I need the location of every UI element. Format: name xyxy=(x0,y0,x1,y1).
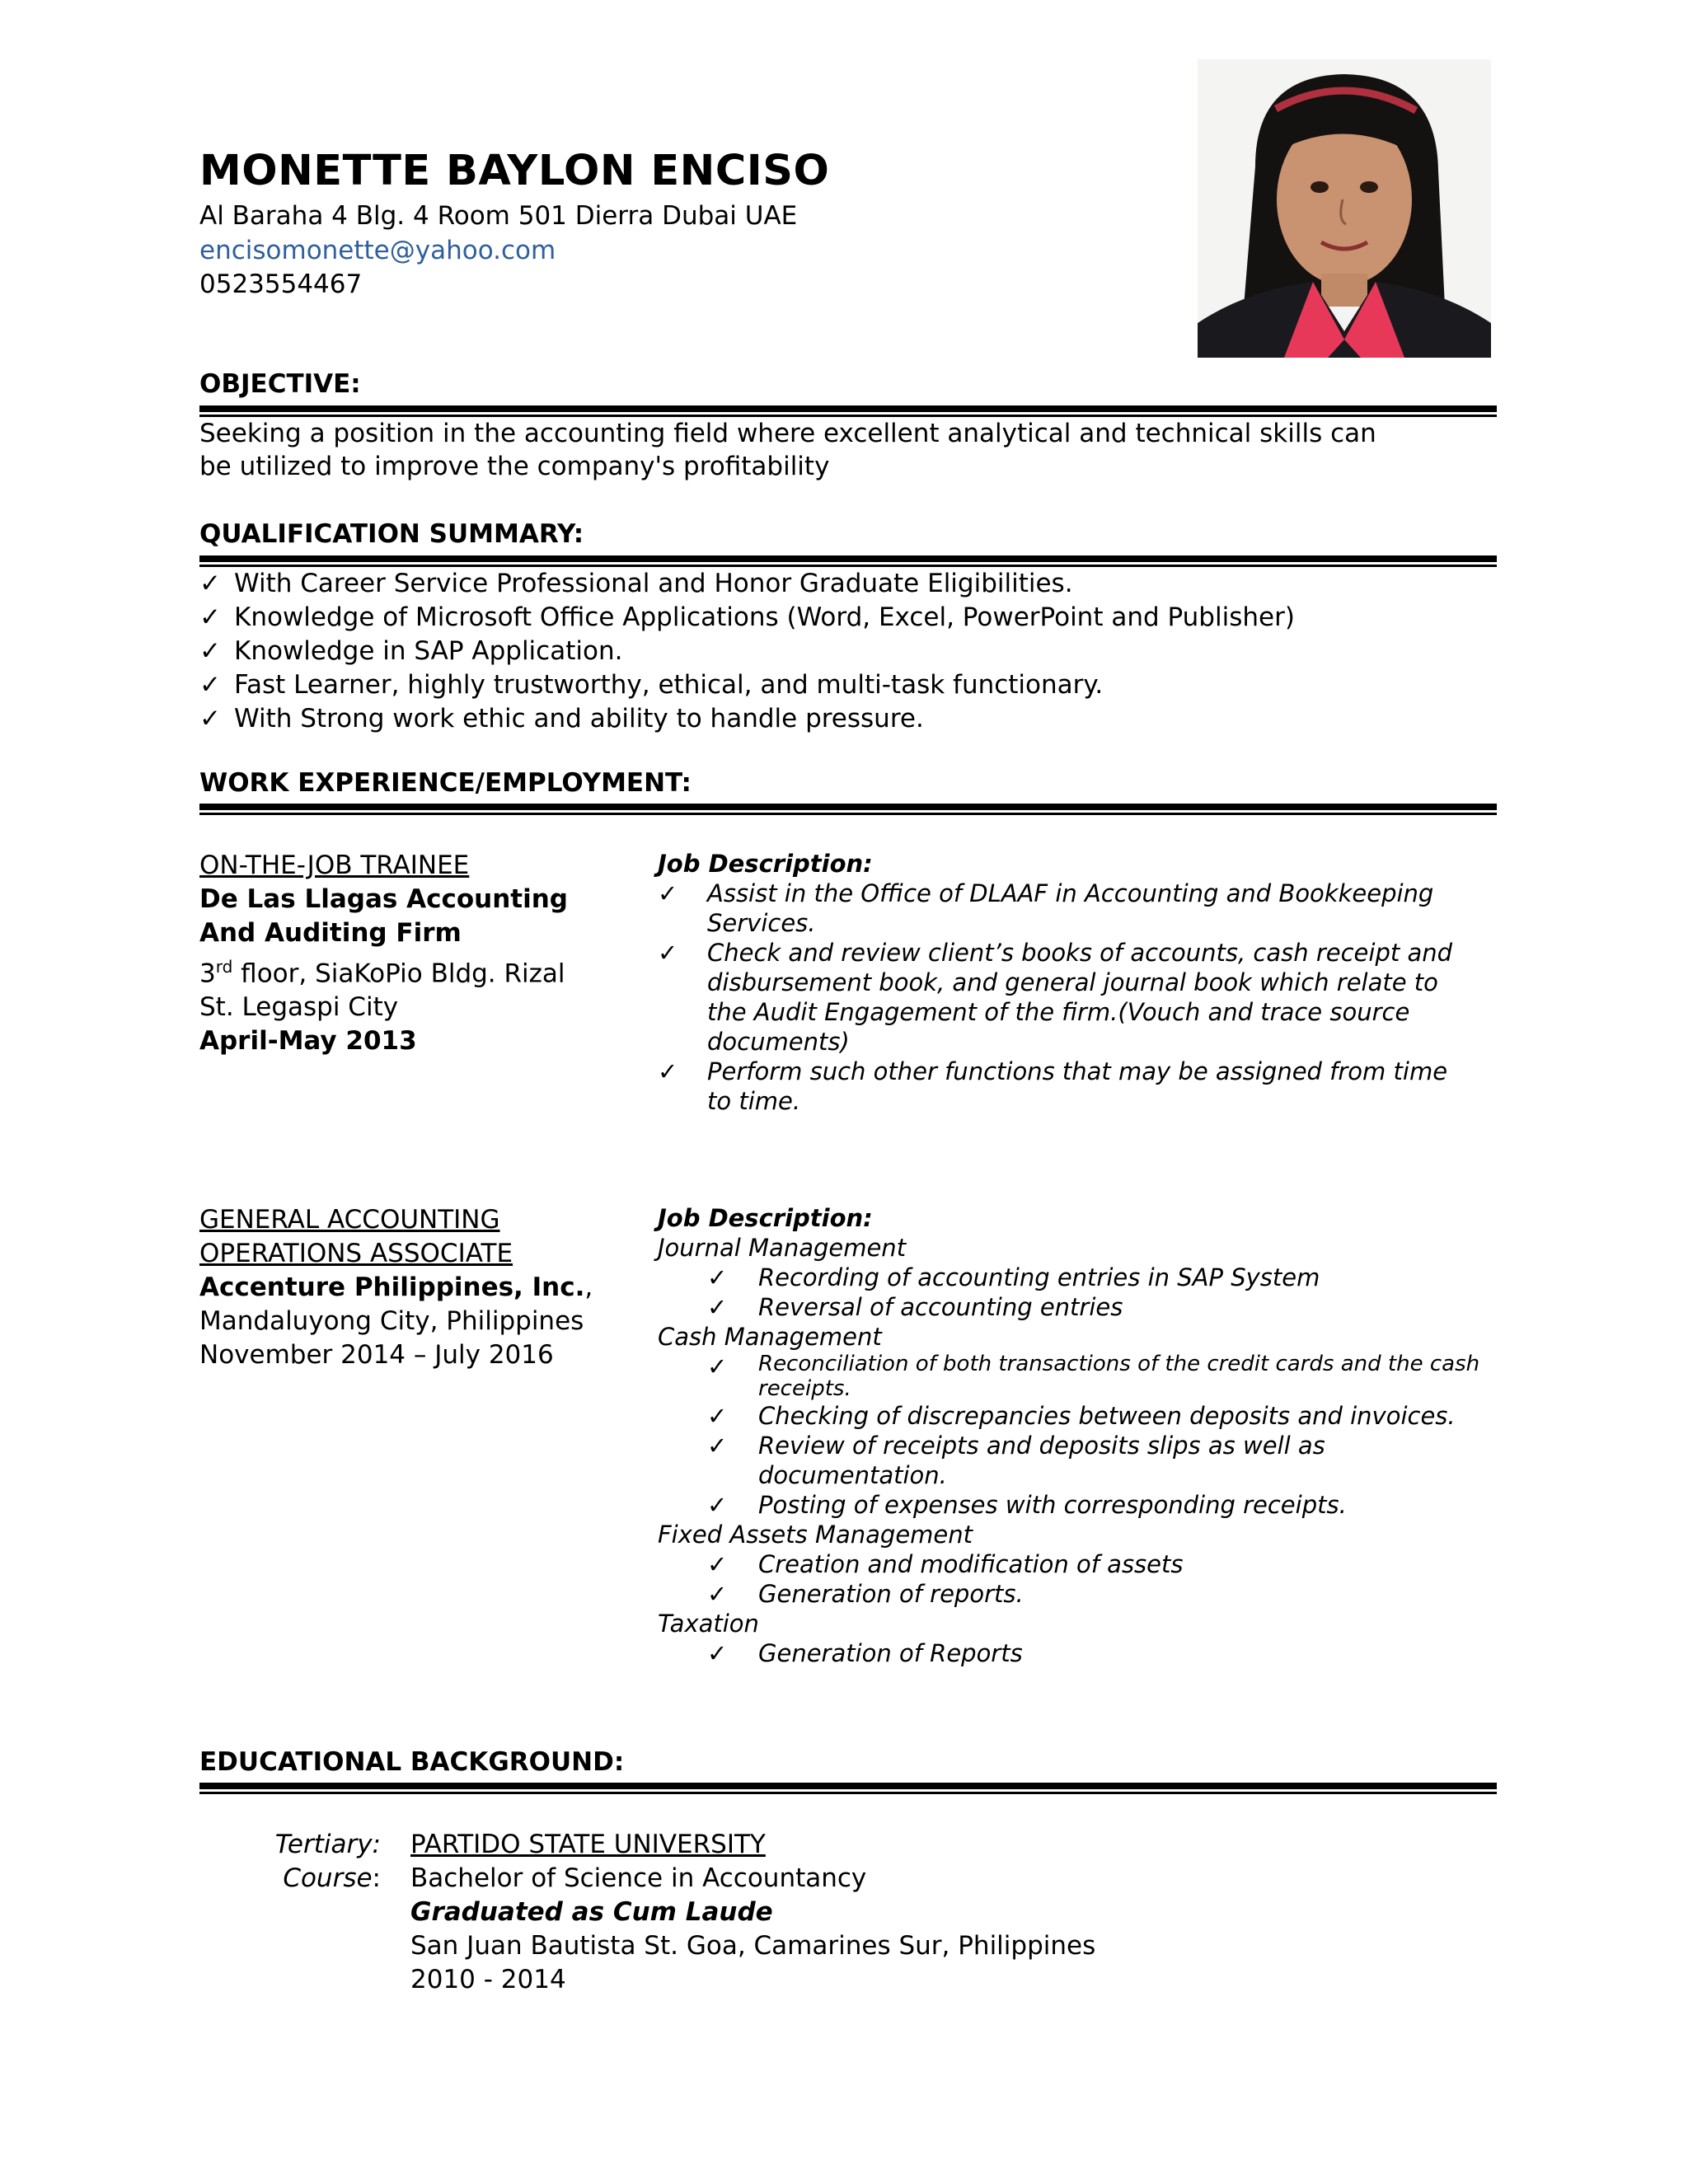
list-item: ✓ Generation of Reports xyxy=(707,1639,1023,1667)
check-icon: ✓ xyxy=(707,1402,728,1430)
school-years: 2010 - 2014 xyxy=(410,1965,566,1994)
list-item: ✓ Creation and modification of assets xyxy=(707,1550,1184,1578)
school-name: PARTIDO STATE UNIVERSITY xyxy=(410,1830,766,1859)
check-icon: ✓ xyxy=(199,569,221,598)
list-item: ✓ Reversal of accounting entries xyxy=(707,1293,1123,1321)
resume-name: MONETTE BAYLON ENCISO xyxy=(199,147,830,195)
list-item: ✓ Posting of expenses with corresponding receipts. xyxy=(707,1491,1347,1519)
education-details: Tertiary: PARTIDO STATE UNIVERSITY Course: Bachelor of Science in Accountancy Graduated as Cum Laude San Juan Bautista St. Goa, Camarines Sur, Philippines 2010 - 2014 xyxy=(199,1828,1518,1997)
list-item: ✓ Check and review client’s books of accounts, cash receipt and disbursement book, and general journal book which relate to the Audit Engagement of the firm.(Vouch and trace source documents) xyxy=(658,939,1453,1056)
job2-description xyxy=(658,1203,1523,1668)
objective-text: Seeking a position in the accounting field where excellent analytical and technical skills can be utilized to improve the company's profitability xyxy=(199,419,1376,481)
company-name: Accenture Philippines, Inc., xyxy=(199,1272,593,1302)
job-title: ON-THE-JOB TRAINEE xyxy=(199,851,470,880)
company-address: St. Legaspi City xyxy=(199,992,399,1023)
address: Al Baraha 4 Blg. 4 Room 501 Dierra Dubai UAE xyxy=(199,201,798,231)
job2-summary xyxy=(199,1203,645,1372)
list-item: ✓ Fast Learner, highly trustworthy, ethical, and multi-task functionary. xyxy=(199,668,1518,702)
qualification-heading: QUALIFICATION SUMMARY: xyxy=(199,519,584,549)
check-icon: ✓ xyxy=(658,1057,678,1085)
list-item: ✓ With Strong work ethic and ability to handle pressure. xyxy=(199,702,1518,736)
job-title: GENERAL ACCOUNTING xyxy=(199,1205,500,1235)
check-icon: ✓ xyxy=(707,1580,728,1608)
profile-photo xyxy=(1198,59,1491,358)
work-heading: WORK EXPERIENCE/EMPLOYMENT: xyxy=(199,768,692,798)
company-name: De Las Llagas Accounting xyxy=(199,884,569,914)
check-icon: ✓ xyxy=(199,670,221,700)
list-item: ✓ Generation of reports. xyxy=(707,1580,1024,1608)
employment-dates: November 2014 – July 2016 xyxy=(199,1340,554,1370)
company-location: Mandaluyong City, Philippines xyxy=(199,1306,584,1336)
education-heading: EDUCATIONAL BACKGROUND: xyxy=(199,1747,625,1777)
email-link[interactable]: encisomonette@yahoo.com xyxy=(199,236,556,265)
list-item: ✓ Perform such other functions that may be assigned from time to time. xyxy=(658,1057,1448,1115)
school-address: San Juan Bautista St. Goa, Camarines Sur, Philippines xyxy=(410,1931,1096,1961)
tertiary-label: Tertiary: xyxy=(274,1830,381,1859)
section-divider xyxy=(199,1783,1497,1794)
list-item: ✓ Assist in the Office of DLAAF in Accounting and Bookkeeping Services. xyxy=(658,879,1434,937)
job-description-heading: Job Description: xyxy=(658,1204,873,1232)
list-item: ✓ Checking of discrepancies between deposits and invoices. xyxy=(707,1402,1456,1430)
course-label: Course xyxy=(283,1863,373,1893)
section-divider xyxy=(199,555,1497,567)
honor: Graduated as Cum Laude xyxy=(410,1897,773,1927)
employment-dates: April-May 2013 xyxy=(199,1026,417,1057)
check-icon: ✓ xyxy=(707,1432,728,1460)
qualification-list xyxy=(199,567,1518,736)
check-icon: ✓ xyxy=(199,636,221,666)
check-icon: ✓ xyxy=(199,704,221,733)
duty-group-title: Fixed Assets Management xyxy=(658,1521,973,1549)
check-icon: ✓ xyxy=(707,1491,728,1519)
company-name: And Auditing Firm xyxy=(199,918,462,948)
section-divider xyxy=(199,804,1497,815)
job-description-heading: Job Description: xyxy=(658,850,873,878)
job-title: OPERATIONS ASSOCIATE xyxy=(199,1239,513,1268)
check-icon: ✓ xyxy=(707,1263,728,1291)
list-item: ✓ Review of receipts and deposits slips as well as documentation. xyxy=(707,1432,1325,1489)
list-item: ✓ Recording of accounting entries in SAP System xyxy=(707,1263,1320,1291)
list-item: ✓ With Career Service Professional and Honor Graduate Eligibilities. xyxy=(199,567,1518,601)
list-item: ✓ Reconciliation of both transactions of the credit cards and the cash receipts. xyxy=(707,1352,1480,1401)
check-icon: ✓ xyxy=(707,1352,728,1380)
list-item: ✓ Knowledge of Microsoft Office Applications (Word, Excel, PowerPoint and Publisher) xyxy=(199,601,1518,635)
company-address: 3rd floor, SiaKoPio Bldg. Rizal xyxy=(199,957,565,989)
job1-description xyxy=(658,849,1523,1116)
duty-group-title: Journal Management xyxy=(658,1234,907,1262)
check-icon: ✓ xyxy=(199,602,221,632)
course-name: Bachelor of Science in Accountancy xyxy=(410,1863,867,1893)
duty-group-title: Cash Management xyxy=(658,1323,882,1351)
check-icon: ✓ xyxy=(658,879,678,907)
check-icon: ✓ xyxy=(707,1293,728,1321)
objective-heading: OBJECTIVE: xyxy=(199,369,361,399)
check-icon: ✓ xyxy=(707,1639,728,1667)
check-icon: ✓ xyxy=(707,1550,728,1578)
phone-number: 0523554467 xyxy=(199,269,363,299)
check-icon: ✓ xyxy=(658,939,678,967)
section-divider xyxy=(199,405,1497,417)
job1-summary xyxy=(199,849,628,1058)
duty-group-title: Taxation xyxy=(658,1610,759,1638)
list-item: ✓ Knowledge in SAP Application. xyxy=(199,635,1518,668)
